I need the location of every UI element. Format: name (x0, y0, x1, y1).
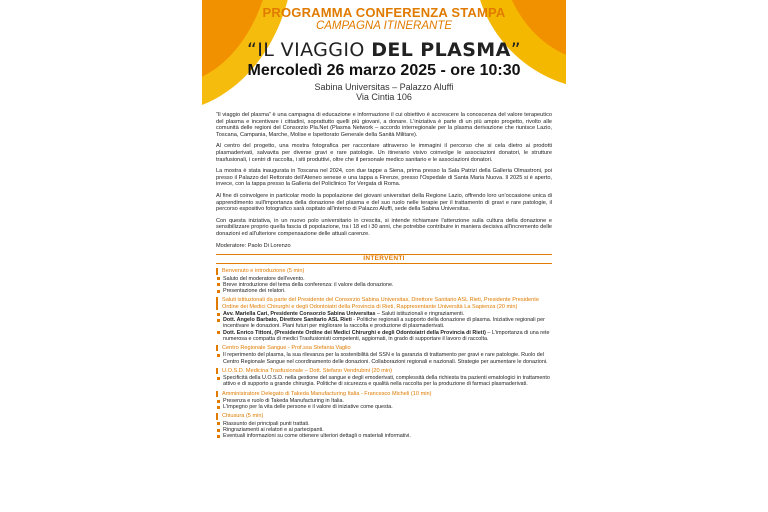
header (202, 0, 566, 102)
agenda-item (216, 404, 552, 410)
agenda-item-text: Specificità della U.O.S.D. nella gestione del sangue e degli emoderivati, complessità della richiesta tra pazienti ematologici in trattamento attivo e di supporto a grande chirurgia. Politiche di sicurezza e qualità nella raccolta per la produzione di farmaci plasmaderivati. (223, 375, 550, 388)
agenda-item-list (216, 421, 552, 440)
agenda-section (216, 391, 552, 411)
agenda-item-text: Presentazione dei relatori. (223, 287, 286, 294)
document-page (202, 0, 566, 512)
paragraph: Con questa iniziativa, in un nuovo polo universitario in crescita, si intende richiamare l'attenzione sulla cultura della donazione e sensibilizzare proprio quella fascia di popolazione, tra i 18 ed i 30 anni, che potrebbe contribuire in maniera decisiva all'incremento delle donazioni ed all'ulteriore compensazione delle attuali carenze. (216, 217, 552, 237)
agenda-section (216, 297, 552, 342)
agenda-section-heading: Saluti istituzionali da parte del Presidente del Consorzio Sabina Universitas, Direttore Sanitario ASL Rieti, Presidente Presidente Ordine dei Medici Chirurghi e degli Odontoiatri della Provincia di Rieti, Rappresentante Università La Sapienza (20 min) (216, 297, 552, 310)
agenda-item-text: L'impegno per la vita delle persone e il valore di iniziative come questa. (223, 404, 393, 411)
agenda-item (216, 288, 552, 294)
agenda-section-heading: Benvenuto e introduzione (5 min) (216, 268, 552, 274)
agenda-item (216, 375, 552, 387)
agenda-section (216, 368, 552, 388)
agenda-item-speaker: Avv. Mariella Cari, Presidente Consorzio Sabina Universitas (223, 310, 376, 317)
paragraph: “Il viaggio del plasma” è una campagna di educazione e informazione il cui obiettivo è accrescere la conoscenza del valore terapeutico del plasma e incentivare i cittadini, soprattutto quelli più giovani, a donare. L'iniziativa è parte di un più ampio progetto, rivolto alle comunità delle regioni del Consorzio Pla.Net (Plasma Network – accordo interregionale per la plasma derivazione che riunisce Lazio, Toscana, Campania, Marche, Molise e Ispettorato Generale della Sanità Militare). (216, 112, 552, 138)
event-location: Sabina Universitas – Palazzo Aluffi (314, 82, 454, 92)
agenda-item (216, 317, 552, 329)
agenda-section-heading: U.O.S.D. Medicina Trasfusionale – Dott. Stefano Vendrubini (20 min) (216, 368, 552, 374)
agenda-item-text: - Politiche regionali a supporto della donazione di plasma. Iniziative regionali per incentivare le donazioni. Piani futuri per migliorare la raccolta e produzione di plasmaderivati. (223, 317, 545, 330)
agenda-section-heading: Chiusura (5 min) (216, 413, 552, 419)
agenda-item-list (216, 375, 552, 387)
agenda-section (216, 413, 552, 439)
agenda-item-list (216, 311, 552, 342)
paragraph: La mostra è stata inaugurata in Toscana nel 2024, con due tappe a Siena, prima presso la Sala Patrizi della Galleria Olmastroni, poi presso il Palazzo del Rettorato dell'Ateneo senese e una tappa a Firenze, presso l'Ospedale di Santa Maria Nuova. Il 2025 si è aperto, invece, con la tappa presso la Galleria del Policlinico Tor Vergata di Roma. (216, 168, 552, 188)
event-date: Mercoledì 26 marzo 2025 - ore 10:30 (247, 62, 521, 79)
paragraph: Al centro del progetto, una mostra fotografica per raccontare attraverso le immagini il percorso che si cela dietro ai prodotti plasmaderivati, salvavita per diverse gravi e rare patologie. Un itinerario visivo coinvolge le associazioni donatori, le strutture trasfusionali, i centri di raccolta, i siti produttivi, oltre che il personale medico sanitario e le associazioni donatori. (216, 143, 552, 163)
event-title-prefix: “IL VIAGGIO (247, 39, 372, 61)
agenda-item-speaker: Dott. Enrico Tittoni, (Presidente Ordine dei Medici Chirurghi e degli Odontoiatri della Provincia di Rieti) (223, 329, 486, 336)
event-title (202, 40, 566, 60)
paragraph: Al fine di coinvolgere in particolar modo la popolazione dei giovani universitari della Regione Lazio, offrendo loro un'occasione unica di apprendimento sull'importanza della donazione del plasma e del suo ruolo nelle terapie per il trattamento di gravi e rare patologie, il percorso espositivo fotografico sarà ospitato all'interno di Palazzo Aluffi, sede della Sabina Universitas. (216, 192, 552, 213)
agenda-item-text: Riassunto dei principali punti trattati. (223, 420, 310, 427)
agenda-item-list (216, 352, 552, 364)
agenda-item (216, 330, 552, 342)
agenda-item-text: Breve introduzione del tema della conferenza: il valore della donazione. (223, 281, 394, 288)
event-title-bold: DEL PLASMA (371, 39, 511, 61)
campaign-subtitle: CAMPAGNA ITINERANTE (315, 20, 453, 32)
agenda-item-list (216, 276, 552, 295)
agenda-item (216, 352, 552, 364)
agenda-item-speaker: Dott. Angelo Barbato, Direttore Sanitario ASL Rieti (223, 317, 352, 324)
agenda-item (216, 433, 552, 439)
agenda-item-text: Ringraziamenti ai relatori e ai partecipanti. (223, 426, 324, 433)
agenda-item-text: – L'importanza di una rete numerosa e compatta di medici Trasfusionisti competenti, aggiornati, in grado di supportare il lavoro di raccolta. (223, 329, 550, 342)
agenda-item-text: Eventuali informazioni su come ottenere ulteriori dettagli o materiali informativi. (223, 433, 411, 440)
agenda-item-text: – Saluti istituzionali e ringraziamenti. (375, 310, 465, 317)
agenda-section-heading: Amministratore Delegato di Takeda Manufacturing Italia - Francesco Micheli (10 min) (216, 391, 552, 397)
agenda-item-text: Presenza e ruolo di Takeda Manufacturing in Italia. (223, 397, 344, 404)
agenda-section (216, 268, 552, 294)
interventi-heading: INTERVENTI (216, 254, 552, 264)
event-address: Via Cintia 106 (356, 92, 412, 102)
agenda-section (216, 345, 552, 365)
agenda-item-text: Saluto del moderatore dell'evento. (223, 275, 305, 282)
agenda-item-list (216, 398, 552, 410)
event-title-suffix: ” (510, 39, 521, 61)
agenda-sections (216, 268, 552, 439)
program-title: PROGRAMMA CONFERENZA STAMPA (262, 5, 506, 20)
agenda-section-heading: Centro Regionale Sangue - Prof.ssa Stefania Vaglio (216, 345, 552, 351)
agenda-item-text: Il reperimento del plasma, la sua rilevanza per la sostenibilità del SSN e la garanzia di trattamento per gravi e rare patologie. Ruolo del Centro Regionale Sangue nel coordinamento delle donazioni. Collaborazioni regionali e nazionali. Strategie per aumentare le donazioni. (223, 352, 548, 365)
intro-text (216, 112, 552, 249)
moderator: Moderatore: Paolo Di Lorenzo (216, 242, 291, 249)
